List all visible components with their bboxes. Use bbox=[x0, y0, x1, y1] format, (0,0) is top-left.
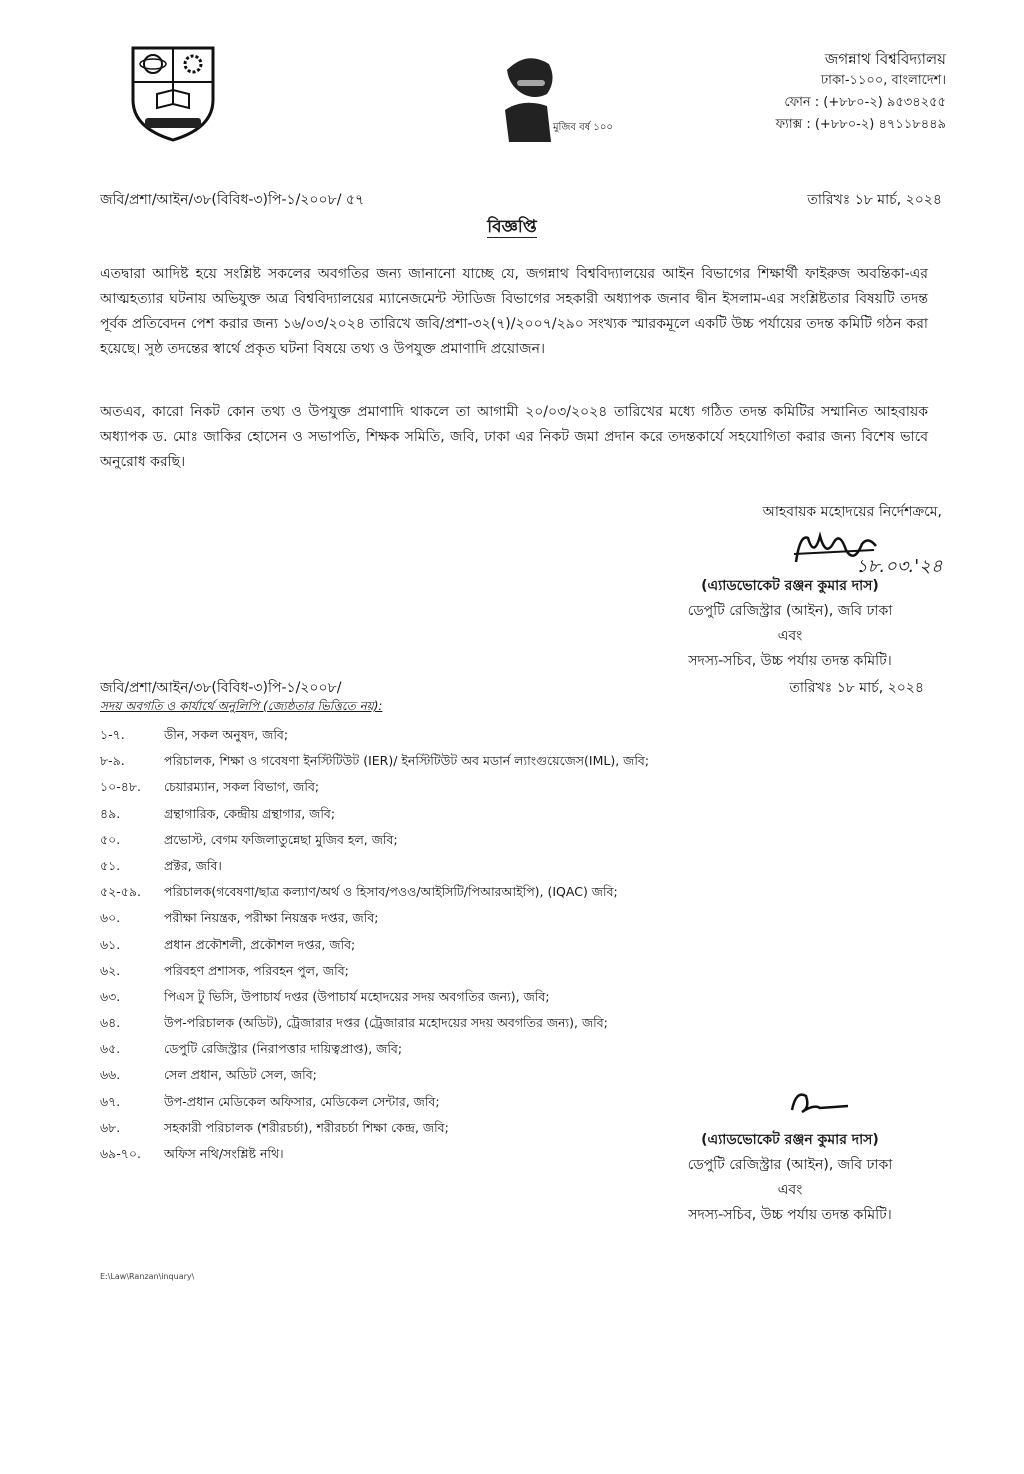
list-item bbox=[100, 1115, 649, 1141]
list-item-number: ৫১. bbox=[100, 857, 121, 873]
list-item-text: সেল প্রধান, অডিট সেল, জবি; bbox=[164, 1067, 317, 1083]
signatory-name: (এ্যাডভোকেট রঞ্জন কুমার দাস) bbox=[701, 578, 879, 594]
signoff-text: আহবায়ক মহোদয়ের নির্দেশক্রমে, bbox=[762, 504, 942, 520]
list-item-text: পরিবহণ প্রশাসক, পরিবহন পুল, জবি; bbox=[164, 962, 349, 978]
list-item-text: প্রভোস্ট, বেগম ফজিলাতুন্নেছা মুজিব হল, জবি; bbox=[164, 831, 398, 847]
list-item bbox=[100, 853, 649, 879]
list-item-number: ৬৯-৭০. bbox=[100, 1146, 141, 1161]
list-item bbox=[100, 722, 649, 748]
university-logo bbox=[125, 42, 221, 146]
list-item bbox=[100, 984, 649, 1010]
university-header bbox=[776, 48, 946, 136]
list-item bbox=[100, 1141, 649, 1167]
distribution-date: তারিখঃ ১৮ মার্চ, ২০২৪ bbox=[789, 680, 924, 696]
memo-reference: জবি/প্রশা/আইন/৩৮(বিবিধ-৩)পি-১/২০০৮/ ৫৭ bbox=[100, 192, 365, 208]
mujib-borsho-logo bbox=[487, 50, 613, 154]
signatory-and: এবং bbox=[777, 1182, 803, 1198]
notice-title-text: বিজ্ঞপ্তি bbox=[487, 217, 537, 237]
list-item bbox=[100, 1010, 649, 1036]
list-item-number: ৬৮. bbox=[100, 1119, 121, 1135]
list-item-number: ১০-৪৮. bbox=[100, 779, 141, 795]
list-item-number: ৮-৯. bbox=[100, 753, 125, 769]
distribution-list bbox=[100, 722, 649, 1167]
list-item-text: পরীক্ষা নিয়ন্ত্রক, পরীক্ষা নিয়ন্ত্রক দপ্তর, জবি; bbox=[164, 910, 379, 926]
signatory-designation: ডেপুটি রেজিস্ট্রার (আইন), জবি ঢাকা bbox=[687, 603, 893, 619]
signatory-name: (এ্যাডভোকেট রঞ্জন কুমার দাস) bbox=[701, 1132, 879, 1148]
list-item bbox=[100, 1089, 649, 1115]
list-item-text: গ্রন্থাগারিক, কেন্দ্রীয় গ্রন্থাগার, জবি; bbox=[164, 805, 336, 821]
list-item-text: সহকারী পরিচালক (শরীরচর্চা), শরীরচর্চা শিক্ষা কেন্দ্র, জবি; bbox=[164, 1119, 449, 1135]
list-item bbox=[100, 932, 649, 958]
list-item-text: প্রক্টর, জবি। bbox=[164, 857, 222, 873]
signature-block-2 bbox=[640, 1128, 940, 1228]
list-item bbox=[100, 1036, 649, 1062]
list-item-number: ৫০. bbox=[100, 831, 121, 847]
university-phone: ফোন : (+৮৮০-২) ৯৫৩৪২৫৫ bbox=[784, 95, 946, 110]
notice-title bbox=[0, 214, 1024, 242]
body-paragraph-2: অতএব, কারো নিকট কোন তথ্য ও উপযুক্ত প্রমাণাদি থাকলে তা আগামী ২০/০৩/২০২৪ তারিখের মধ্যে গঠিত তদন্ত কমিটির সম্মানিত আহবায়ক অধ্যাপক ড. মোঃ জাকির হোসেন ও সভাপতি, শিক্ষক সমিতি, জবি, ঢাকা এর নিকট জমা প্রদান করে তদন্তকার্যে সহযোগিতা করার জন্য বিশেষ ভাবে অনুরোধ করছি। bbox=[100, 404, 928, 470]
list-item-number: ৬৩. bbox=[100, 988, 121, 1004]
list-item-number: ৫২-৫৯. bbox=[100, 884, 141, 900]
mujib-logo-text: মুজিব বর্ষ ১০০ bbox=[553, 122, 613, 133]
distribution-heading: সদয় অবগতি ও কার্যার্থে অনুলিপি (জ্যেষ্ঠতার ভিত্তিতে নয়): bbox=[100, 699, 383, 713]
body-paragraph-1: এতদ্বারা আদিষ্ট হয়ে সংশ্লিষ্ট সকলের অবগতির জন্য জানানো যাচ্ছে যে, জগন্নাথ বিশ্ববিদ্যালয়ের আইন বিভাগের শিক্ষার্থী ফাইরুজ অবন্তিকা-এর আত্মহত্যার ঘটনায় অভিযুক্ত অত্র বিশ্ববিদ্যালয়ের ম্যানেজমেন্ট স্টাডিজ বিভাগের সহকারী অধ্যাপক জনাব দ্বীন ইসলাম-এর সংশ্লিষ্টতার বিষয়টি তদন্ত পূর্বক প্রতিবেদন পেশ করার জন্য ১৬/০৩/২০২৪ তারিখে জবি/প্রশা-৩২(৭)/২০০৭/২৯০ সংখ্যক স্মারকমূলে একটি উচ্চ পর্যায়ের তদন্ত কমিটি গঠন করা হয়েছে। সুষ্ঠ তদন্তের স্বার্থে প্রকৃত ঘটনা বিষয়ে তথ্য ও উপযুক্ত প্রমাণাদি প্রয়োজন। bbox=[100, 266, 928, 357]
memo-date: তারিখঃ ১৮ মার্চ, ২০২৪ bbox=[807, 192, 942, 208]
footer-file-path: E:\Law\Ranzan\inquary\ bbox=[100, 1272, 195, 1281]
list-item-number: ৬৬. bbox=[100, 1067, 121, 1083]
list-item-text: ডেপুটি রেজিস্ট্রার (নিরাপত্তার দায়িত্বপ্রাপ্ত), জবি; bbox=[164, 1041, 403, 1057]
list-item-text: চেয়ারম্যান, সকল বিভাগ, জবি; bbox=[164, 779, 320, 795]
list-item-number: ১-৭. bbox=[100, 727, 125, 742]
handwritten-initial-signature bbox=[784, 1086, 854, 1126]
university-name: জগন্নাথ বিশ্ববিদ্যালয় bbox=[824, 50, 946, 68]
list-item bbox=[100, 1062, 649, 1088]
list-item-text: পিএস টু ভিসি, উপাচার্য দপ্তর (উপাচার্য মহোদয়ের সদয় অবগতির জন্য), জবি; bbox=[164, 988, 550, 1004]
signature-block-1 bbox=[640, 574, 940, 674]
signature-date: ১৮.০৩.'২৪ bbox=[856, 556, 943, 577]
list-item bbox=[100, 748, 649, 774]
list-item bbox=[100, 774, 649, 800]
list-item-text: উপ-প্রধান মেডিকেল অফিসার, মেডিকেল সেন্টার, জবি; bbox=[164, 1093, 440, 1109]
list-item-number: ৬৪. bbox=[100, 1015, 121, 1031]
signatory-and: এবং bbox=[777, 628, 803, 644]
list-item-number: ৬৫. bbox=[100, 1041, 121, 1057]
list-item-number: ৪৯. bbox=[100, 805, 121, 821]
list-item-text: অফিস নথি/সংশ্লিষ্ট নথি। bbox=[164, 1146, 284, 1161]
list-item-text: পরিচালক, শিক্ষা ও গবেষণা ইনস্টিটিউট (IER)/ ইনস্টিটিউট অব মডার্ন ল্যাংগুয়েজেস(IML), জবি; bbox=[164, 753, 650, 769]
list-item bbox=[100, 801, 649, 827]
list-item bbox=[100, 905, 649, 931]
list-item-number: ৬৭. bbox=[100, 1093, 121, 1109]
list-item-number: ৬০. bbox=[100, 910, 121, 926]
list-item bbox=[100, 879, 649, 905]
list-item-text: উপ-পরিচালক (অডিট), ট্রেজারার দপ্তর (ট্রেজারার মহোদয়ের সদয় অবগতির জন্য), জবি; bbox=[164, 1015, 608, 1031]
list-item-number: ৬২. bbox=[100, 962, 121, 978]
signatory-member: সদস্য-সচিব, উচ্চ পর্যায় তদন্ত কমিটি। bbox=[688, 653, 892, 669]
distribution-reference: জবি/প্রশা/আইন/৩৮(বিবিধ-৩)পি-১/২০০৮/ bbox=[100, 680, 342, 696]
list-item-text: পরিচালক(গবেষণা/ছাত্র কল্যাণ/অর্থ ও হিসাব/পওও/আইসিটি/পিআরআইপি), (IQAC) জবি; bbox=[164, 884, 618, 900]
list-item bbox=[100, 827, 649, 853]
list-item-text: প্রধান প্রকৌশলী, প্রকৌশল দপ্তর, জবি; bbox=[164, 936, 356, 952]
university-fax: ফ্যাক্স : (+৮৮০-২) ৪৭১১৮৪৪৯ bbox=[775, 117, 946, 132]
signatory-designation: ডেপুটি রেজিস্ট্রার (আইন), জবি ঢাকা bbox=[687, 1157, 893, 1173]
signatory-member: সদস্য-সচিব, উচ্চ পর্যায় তদন্ত কমিটি। bbox=[688, 1207, 892, 1223]
university-address: ঢাকা-১১০০, বাংলাদেশ। bbox=[820, 73, 946, 88]
list-item-text: ডীন, সকল অনুষদ, জবি; bbox=[164, 727, 289, 742]
list-item-number: ৬১. bbox=[100, 936, 121, 952]
list-item bbox=[100, 958, 649, 984]
